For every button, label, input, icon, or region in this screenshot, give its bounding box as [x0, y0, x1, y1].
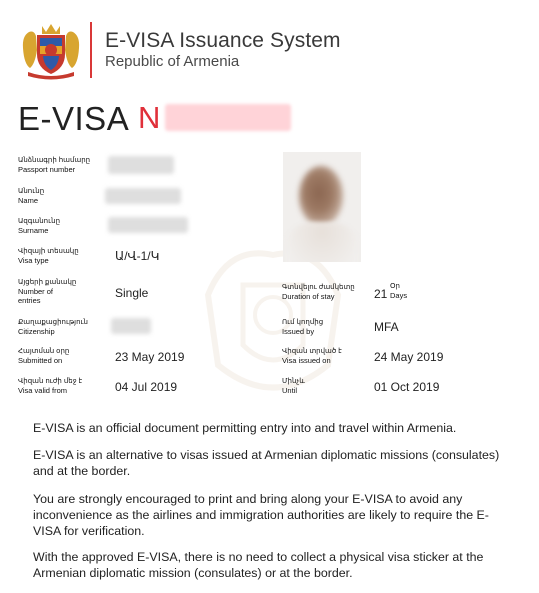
watermark-emblem-icon: [188, 235, 358, 415]
name-value-redacted: [105, 188, 181, 204]
info-paragraph: E-VISA is an official document permitting entry into and travel within Armenia.: [33, 421, 457, 435]
surname-label: Ազգանունը Surname: [18, 218, 61, 235]
issued-by-label: Ում կողմից Issued by: [282, 319, 324, 336]
passport-number-value-redacted: [108, 156, 174, 174]
visa-issued-on-label: Վիզան տրված է Visa issued on: [282, 348, 342, 365]
passport-number-label: Անձնագրի համարը Passport number: [18, 157, 91, 174]
entries-value: Single: [115, 286, 149, 300]
visa-issued-on-value: 24 May 2019: [374, 350, 444, 364]
valid-from-value: 04 Jul 2019: [115, 380, 178, 394]
until-value: 01 Oct 2019: [374, 380, 440, 394]
entries-label: Այցերի քանակը Number of entries: [18, 279, 77, 305]
info-paragraph: With the approved E-VISA, there is no need to collect a physical visa sticker at the Armenian diplomatic mission (consulates) or at the border.: [33, 550, 484, 580]
visa-type-value: Ա/Վ-1/Կ: [115, 249, 160, 263]
submitted-on-value: 23 May 2019: [115, 350, 185, 364]
visa-type-label: Վիզայի տեսակը Visa type: [18, 248, 79, 265]
until-label: Մինչև Until: [282, 378, 305, 395]
info-paragraph: You are strongly encouraged to print and bring along your E-VISA to avoid any inconvenience as the airlines and immigration authorities are likely to require the E-VISA for verification.: [33, 492, 489, 538]
system-title: E-VISA Issuance System: [105, 29, 341, 52]
duration-label: Գտնվելու ժամկետը Duration of stay: [282, 284, 355, 301]
submitted-on-label: Հայտման օրը Submitted on: [18, 348, 70, 365]
duration-value: 21: [374, 287, 388, 301]
valid-from-label: Վիզան ուժի մեջ է Visa valid from: [18, 378, 83, 395]
info-paragraph: E-VISA is an alternative to visas issued at Armenian diplomatic missions (consulates) and at the border.: [33, 448, 500, 478]
duration-unit: Օր Days: [390, 283, 408, 300]
visa-number-prefix: N: [138, 100, 161, 135]
system-subtitle: Republic of Armenia: [105, 53, 240, 70]
citizenship-value-redacted: [111, 318, 151, 334]
armenia-coat-of-arms-icon: [20, 20, 82, 82]
document-heading: E-VISA: [18, 100, 130, 137]
name-label: Անունը Name: [18, 188, 45, 205]
issued-by-value: MFA: [374, 320, 399, 334]
header-divider: [90, 22, 92, 78]
applicant-photo: [283, 152, 361, 262]
surname-value-redacted: [108, 217, 188, 233]
visa-number-redacted: [165, 104, 291, 131]
citizenship-label: Քաղաքացիություն Citizenship: [18, 319, 88, 336]
